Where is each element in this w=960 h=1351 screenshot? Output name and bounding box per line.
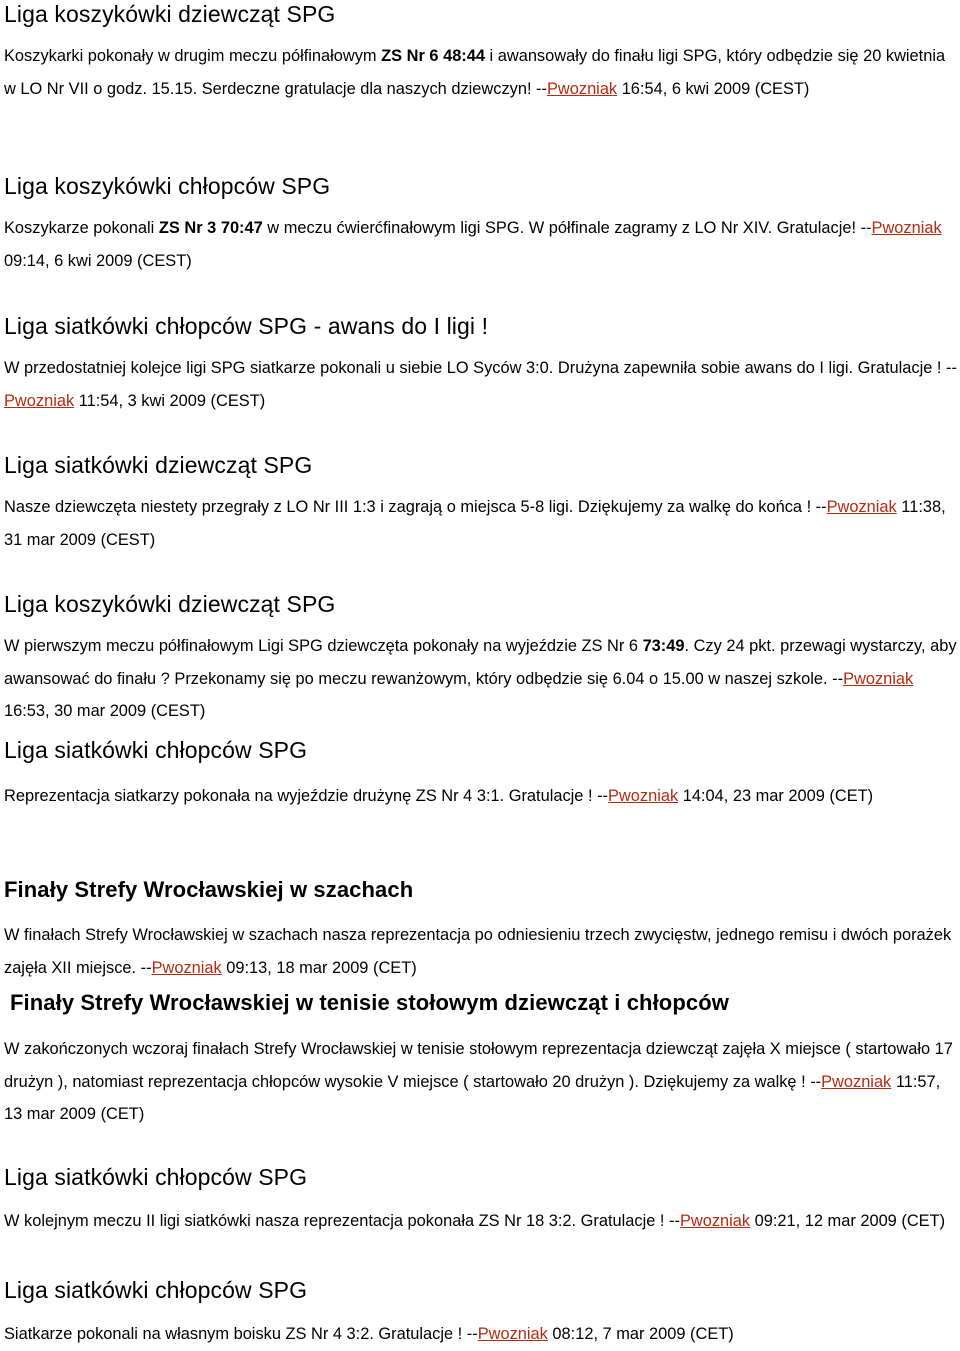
news-entry (4, 451, 958, 549)
score: ZS Nr 6 48:44 (381, 47, 485, 65)
entry-body: W kolejnym meczu II ligi siatkówki nasza reprezentacja pokonała ZS Nr 18 3:2. Gratulacje ! --Pwozniak 09:21, 12 mar 2009 (CET) (4, 1212, 946, 1230)
entry-date: 09:14, 6 kwi 2009 (CEST) (4, 251, 192, 270)
entry-date: 11:54, 3 kwi 2009 (CEST) (74, 391, 266, 410)
news-entry (4, 876, 958, 977)
score: 73:49 (642, 637, 685, 655)
entry-date: 14:04, 23 mar 2009 (CET) (678, 787, 874, 805)
entry-title: Liga siatkówki chłopców SPG (4, 737, 308, 763)
entry-body: W finałach Strefy Wrocławskiej w szachach nasza reprezentacja po odniesieniu trzech zwycięstw, jednego remisu i dwóch porażek zajęła XII miejsce. --Pwozniak 09:13, 18 mar 2009 (CET) (4, 926, 952, 977)
entry-body: Siatkarze pokonali na własnym boisku ZS Nr 4 3:2. Gratulacje ! --Pwozniak 08:12, 7 mar 2009 (CET) (4, 1325, 734, 1343)
author-link[interactable]: Pwozniak (477, 1325, 548, 1343)
entry-date: 09:21, 12 mar 2009 (CET) (750, 1212, 946, 1230)
author-link[interactable]: Pwozniak (826, 498, 897, 516)
entry-date: 16:54, 6 kwi 2009 (CEST) (617, 79, 810, 98)
news-entry (4, 0, 958, 98)
entry-date: 11:38, 31 mar 2009 (CEST) (4, 498, 946, 549)
entry-body: W przedostatniej kolejce ligi SPG siatkarze pokonali u siebie LO Syców 3:0. Drużyna zapewniła sobie awans do I ligi. Gratulacje ! --Pwozniak 11:54, 3 kwi 2009 (CEST) (4, 359, 957, 410)
news-entry (4, 312, 958, 410)
score: ZS Nr 3 70:47 (158, 219, 263, 237)
author-link[interactable]: Pwozniak (821, 1072, 892, 1091)
author-link[interactable]: Pwozniak (871, 219, 942, 237)
author-link[interactable]: Pwozniak (4, 391, 75, 410)
entry-date: 11:57, 13 mar 2009 (CET) (4, 1072, 941, 1123)
entry-title: Liga siatkówki chłopców SPG - awans do I ligi ! (4, 313, 489, 339)
entry-title: Liga siatkówki dziewcząt SPG (4, 452, 313, 478)
entry-date: 09:13, 18 mar 2009 (CET) (221, 958, 417, 977)
entry-title: Liga koszykówki dziewcząt SPG (4, 1, 336, 27)
author-link[interactable]: Pwozniak (546, 79, 618, 98)
entry-title: Finały Strefy Wrocławskiej w tenisie stołowym dziewcząt i chłopców (10, 990, 729, 1015)
entry-body: Reprezentacja siatkarzy pokonała na wyjeździe drużynę ZS Nr 4 3:1. Gratulacje ! --Pwozniak 14:04, 23 mar 2009 (CET) (4, 787, 874, 805)
news-entry (4, 1276, 958, 1343)
entry-date: 08:12, 7 mar 2009 (CET) (547, 1325, 734, 1343)
entry-date: 16:53, 30 mar 2009 (CEST) (4, 702, 206, 720)
author-link[interactable]: Pwozniak (151, 958, 222, 977)
entry-body: Nasze dziewczęta niestety przegrały z LO Nr III 1:3 i zagrają o miejsca 5-8 ligi. Dziękujemy za walkę do końca ! --Pwozniak 11:38, 31 mar 2009 (CEST) (4, 498, 946, 549)
entry-body: W pierwszym meczu półfinałowym Ligi SPG dziewczęta pokonały na wyjeździe ZS Nr 6 73:49. Czy 24 pkt. przewagi wystarczy, aby awansować do finału ? Przekonamy się po meczu rewanżowym, który odbędzie się 6.04 o 15.00 w naszej szkole. --Pwozniak 16:53, 30 mar 2009 (CEST) (4, 637, 957, 720)
entry-body: Koszykarze pokonali ZS Nr 3 70:47 w meczu ćwierćfinałowym ligi SPG. W półfinale zagramy z LO Nr XIV. Gratulacje! --Pwozniak 09:14, 6 kwi 2009 (CEST) (4, 219, 942, 270)
entry-title: Finały Strefy Wrocławskiej w szachach (4, 877, 414, 902)
news-entry (4, 736, 958, 805)
entry-body: Koszykarki pokonały w drugim meczu półfinałowym ZS Nr 6 48:44 i awansowały do finału ligi SPG, który odbędzie się 20 kwietnia w LO Nr VII o godz. 15.15. Serdeczne gratulacje dla naszych dziewczyn! --Pwozniak 16:54, 6 kwi 2009 (CEST) (4, 47, 946, 98)
author-link[interactable]: Pwozniak (608, 787, 679, 805)
news-entry (4, 989, 958, 1123)
entry-title: Liga koszykówki chłopców SPG (4, 173, 331, 199)
news-entry (4, 590, 958, 720)
news-entry (4, 172, 958, 270)
entry-title: Liga siatkówki chłopców SPG (4, 1277, 308, 1303)
news-entry (4, 1163, 958, 1230)
entry-title: Liga siatkówki chłopców SPG (4, 1164, 308, 1190)
entry-body: W zakończonych wczoraj finałach Strefy Wrocławskiej w tenisie stołowym reprezentacja dziewcząt zajęła X miejsce ( startowało 17 drużyn ), natomiast reprezentacja chłopców wysokie V miejsce ( startowało 20 drużyn ). Dziękujemy za walkę ! --Pwozniak 11:57, 13 mar 2009 (CET) (4, 1040, 953, 1123)
author-link[interactable]: Pwozniak (679, 1212, 751, 1230)
entry-title: Liga koszykówki dziewcząt SPG (4, 591, 336, 617)
author-link[interactable]: Pwozniak (843, 669, 914, 688)
